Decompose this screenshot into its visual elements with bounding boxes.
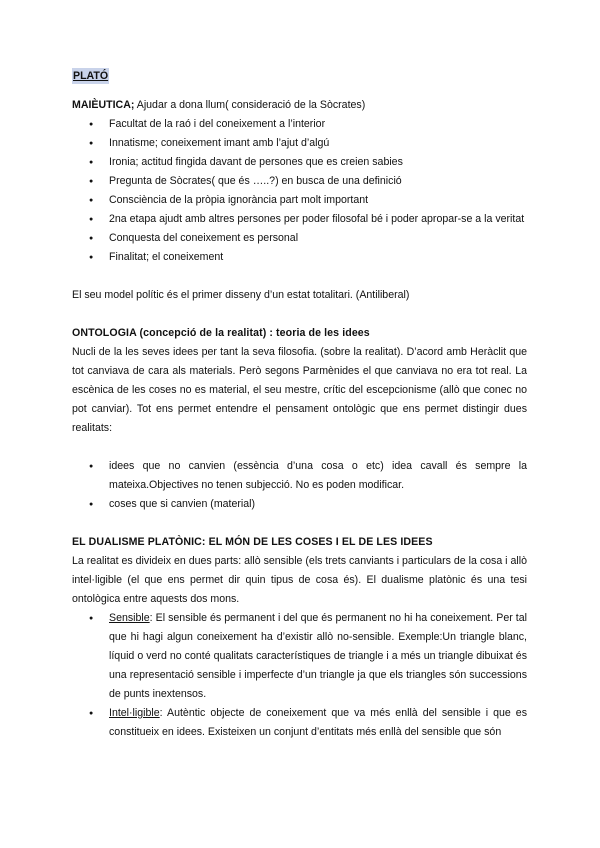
intelligible-term: Intel·ligible (109, 707, 160, 719)
list-item: ● Finalitat; el coneixement (72, 248, 527, 267)
document-title: PLATÓ (73, 70, 109, 82)
intelligible-text: : Autèntic objecte de coneixement que va més enllà del sensible i que es constitueix en idees. Existeixen un conjunt d’entitats més enllà del sensible que són (109, 707, 527, 738)
ontologia-list (72, 457, 527, 514)
document-content (72, 67, 527, 742)
maieutica-text: Ajudar a dona llum( consideració de la Sòcrates) (134, 99, 366, 111)
list-item: ● idees que no canvien (essència d’una cosa o etc) idea cavall és sempre la mateixa.Objectives no tenen subjecció. No es poden modificar. (72, 457, 527, 495)
sensible-text: : El sensible és permanent i del que és permanent no hi ha coneixement. Per tal que hi hagi algun coneixement ha d’existir allò no-sensible. Exemple:Un triangle blanc, líquid o verd no conté qualitats característiques de triangle i a més un triangle dibuixat és una representació sensible i imperfecte d’un triangle ja que els triangles són successions de punts inextensos. (109, 612, 527, 700)
maieutica-list (72, 115, 527, 267)
list-item: ● coses que si canvien (material) (72, 495, 527, 514)
dualisme-heading: EL DUALISME PLATÒNIC: EL MÓN DE LES COSES I EL DE LES IDEES (72, 536, 433, 548)
ontologia-heading: ONTOLOGIA (concepció de la realitat) : teoria de les idees (72, 327, 370, 339)
list-item: ● Ironia; actitud fingida davant de persones que es creien sabies (72, 153, 527, 172)
list-item: ● Facultat de la raó i del coneixement a l’interior (72, 115, 527, 134)
list-item-intelligible (72, 704, 527, 742)
sensible-term: Sensible (109, 612, 150, 624)
model-politic-paragraph: El seu model polític és el primer disseny d’un estat totalitari. (Antiliberal) (72, 289, 410, 301)
list-item-sensible (72, 609, 527, 704)
maieutica-label: MAIÈUTICA; (72, 99, 135, 111)
dualisme-paragraph: La realitat es divideix en dues parts: allò sensible (els trets canviants i particulars de la cosa i allò intel·ligible (el que ens permet dir quin tipus de cosa és). El dualisme platònic és una tesi ontològica entre aquests dos mons. (72, 555, 527, 605)
list-item: ● Conquesta del coneixement es personal (72, 229, 527, 248)
maieutica-intro (72, 96, 527, 115)
ontologia-paragraph: Nucli de la les seves idees per tant la seva filosofia. (sobre la realitat). D’acord amb Heràclit que tot canviava de cara als materials. Però segons Parmènides el que canviava no era tot real. La escènica de les coses no es material, el seu mestre, crític del escepcionisme (allò que conec no pot canviar). Tot ens permet entendre el pensament ontològic que ens permet distingir dues realitats: (72, 346, 527, 434)
list-item: ● Pregunta de Sòcrates( que és …..?) en busca de una definició (72, 172, 527, 191)
list-item: ● Consciència de la pròpia ignorància part molt important (72, 191, 527, 210)
list-item: ● Innatisme; coneixement imant amb l’ajut d’algú (72, 134, 527, 153)
list-item: ● 2na etapa ajudt amb altres persones per poder filosofal bé i poder apropar-se a la veritat (72, 210, 527, 229)
dualisme-list (72, 609, 527, 742)
